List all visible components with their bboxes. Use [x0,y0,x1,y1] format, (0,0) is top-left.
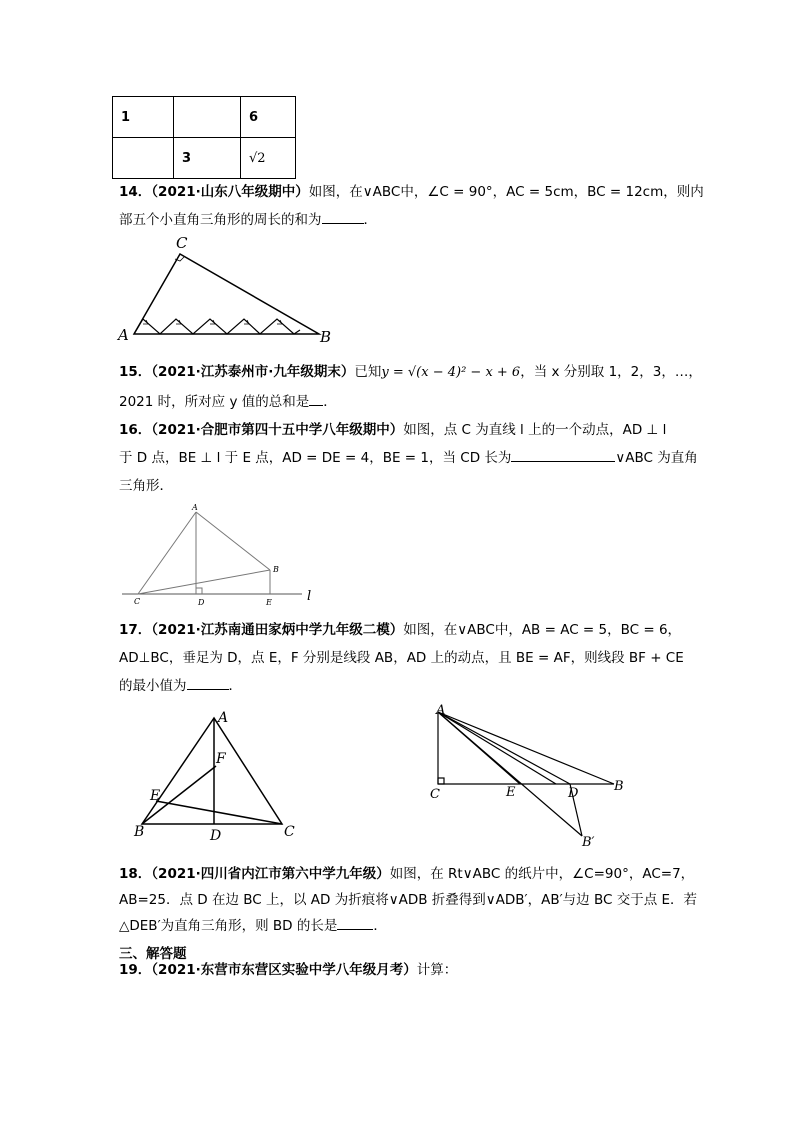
label-b: B [134,824,145,840]
question-text: 如图，在∨ABC中，∠C = 90°，AC = 5cm，BC = 12cm，则内 [308,184,704,200]
label-b: B [320,328,332,344]
q16-figure [118,500,328,610]
label-e: E [506,785,516,800]
question-text: ，当 x 分别取 1，2，3，…， [520,364,702,380]
table-cell: 6 [241,97,296,138]
question-text: △DEB′为直角三角形，则 BD 的长是 [119,918,338,934]
q16-line1 [119,420,666,440]
q18-line3 [119,916,387,936]
table-cell [113,138,174,179]
label-b: B [614,779,624,794]
question-text: 于 D 点，BE ⊥ l 于 E 点，AD = DE = 4，BE = 1，当 CD 长为 [119,450,512,466]
question-text: 的最小值为 [119,678,187,694]
question-number: 19． [119,962,152,978]
table-row [113,97,296,138]
question-number: 18． [119,866,152,882]
question-number: 17． [119,622,152,638]
question-text: 计算： [416,962,458,978]
label-c: C [430,787,440,802]
answer-blank [309,393,323,406]
answer-blank [337,917,373,930]
question-number: 15． [119,364,152,380]
answer-blank [187,677,229,690]
question-text: ． [323,394,337,410]
question-source: （2021·合肥市第四十五中学八年级期中） [151,422,404,438]
q17-line1 [119,620,681,640]
label-c: C [134,597,141,606]
question-text: 2021 时，所对应 y 值的总和是 [119,394,310,410]
q18-line2 [119,890,697,910]
label-a: A [218,710,229,726]
q17-line3 [119,676,242,696]
q17-figure-1 [128,706,304,846]
question-source: （2021·江苏南通田家炳中学九年级二模） [151,622,404,638]
question-text: 如图，在∨ABC中，AB = AC = 5，BC = 6， [403,622,682,638]
label-a: A [436,703,446,718]
question-text: ∨ABC 为直角 [615,450,698,466]
label-a: A [192,503,198,512]
table-row [113,138,296,179]
question-source: （2021·四川省内江市第六中学九年级） [151,866,390,882]
table-cell [174,97,241,138]
q16-line3 [119,476,173,496]
question-text: 如图，在 Rt∨ABC 的纸片中，∠C=90°，AC=7， [389,866,695,882]
q14-figure [112,232,342,344]
question-source: （2021·江苏泰州市·九年级期末） [151,364,355,380]
question-text: ． [373,918,387,934]
question-text: AD⊥BC，垂足为 D，点 E，F 分别是线段 AB，AD 上的动点，且 BE = AF，则线段 BF + CE [119,650,684,666]
table-cell: 1 [113,97,174,138]
answer-blank [511,449,615,462]
label-e: E [150,788,161,804]
question-text: 部五个小直角三角形的周长的和为 [119,212,322,228]
question-text: 已知 [354,364,382,380]
question-number: 14． [119,184,152,200]
label-d: D [568,786,579,801]
q14-line1 [119,182,704,202]
label-b-prime: B′ [582,835,595,850]
question-number: 16． [119,422,152,438]
label-l: l [307,589,312,604]
q17-figure-2 [424,700,634,850]
section-heading: 三、解答题 [119,946,187,962]
formula: y = √(x − 4)² − x + 6 [381,365,521,380]
label-c: C [284,824,295,840]
label-d: D [210,828,222,844]
q18-line1 [119,864,694,884]
question-text: AB=25．点 D 在边 BC 上，以 AD 为折痕将∨ADB 折叠得到∨ADB′，AB′与边 BC 交于点 E．若 [119,892,698,908]
inner-triangles [134,319,300,334]
triangle-abc [134,254,319,334]
q16-line2 [119,448,698,468]
q15-line2 [119,392,337,412]
q14-line2 [119,210,377,230]
question-source: （2021·东营市东营区实验中学八年级月考） [151,962,417,978]
label-d: D [198,598,205,607]
label-e: E [266,598,272,607]
label-f: F [216,751,226,767]
label-b: B [273,565,279,574]
answer-blank [322,211,364,224]
question-text: ． [363,212,377,228]
table-cell: 3 [174,138,241,179]
question-source: （2021·山东八年级期中） [151,184,309,200]
label-c: C [176,234,188,252]
answer-table [112,96,296,179]
q17-line2 [119,648,684,668]
question-text: 如图，点 C 为直线 l 上的一个动点，AD ⊥ l [403,422,667,438]
label-a: A [118,326,129,344]
q19-line1 [119,960,457,980]
q15-line1 [119,362,702,383]
table-cell: √2 [241,138,296,179]
question-text: ． [228,678,242,694]
question-text: 三角形． [119,478,173,494]
